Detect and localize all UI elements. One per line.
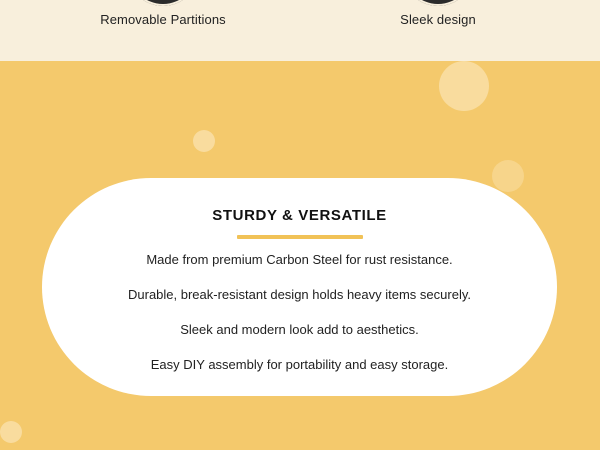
- feature-sleek-design: [328, 0, 548, 61]
- decorative-bubble: [492, 160, 524, 192]
- feature-description: Sleek and modern look add to aesthetics.: [180, 322, 419, 337]
- sturdy-versatile-card: [42, 178, 557, 396]
- title-underline: [237, 235, 363, 239]
- feature-label: Removable Partitions: [100, 12, 226, 27]
- decorative-bubble: [0, 421, 22, 443]
- decorative-bubble: [193, 130, 215, 152]
- card-title: STURDY & VERSATILE: [212, 207, 387, 224]
- sleek-design-icon: [402, 0, 474, 6]
- feature-removable-partitions: [53, 0, 273, 61]
- feature-description: Made from premium Carbon Steel for rust resistance.: [146, 252, 453, 267]
- feature-description: Durable, break-resistant design holds heavy items securely.: [128, 287, 471, 302]
- feature-label: Sleek design: [400, 12, 476, 27]
- removable-partitions-icon: [127, 0, 199, 6]
- feature-description: Easy DIY assembly for portability and easy storage.: [150, 357, 449, 372]
- features-band: [0, 0, 600, 61]
- decorative-bubble: [439, 61, 489, 111]
